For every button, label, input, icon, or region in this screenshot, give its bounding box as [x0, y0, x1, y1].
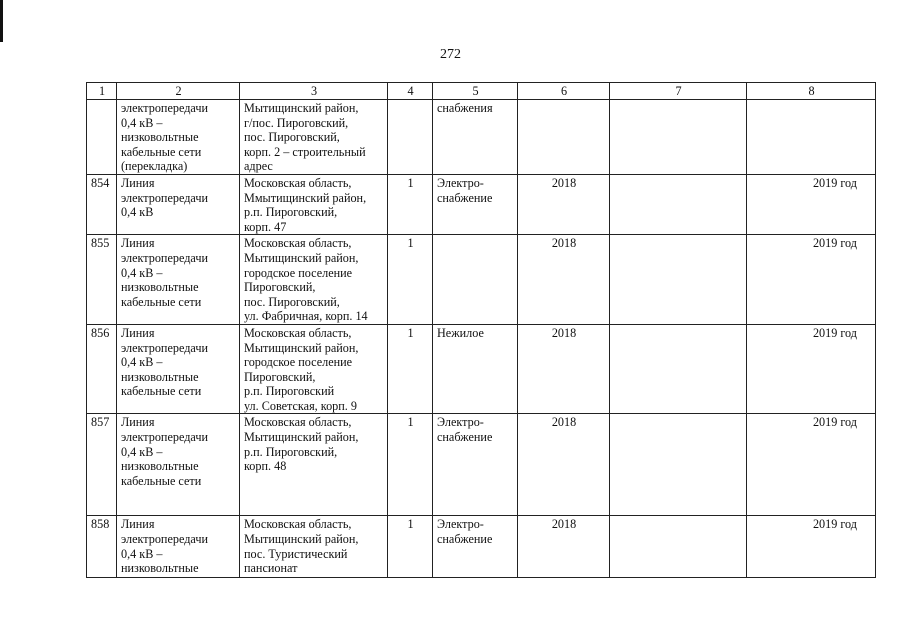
address-cell: Мытищинский район, г/пос. Пироговский, пос. Пироговский, корп. 2 – строительный адрес — [240, 100, 388, 175]
purpose-cell: Электро- снабжение — [433, 414, 518, 516]
term-cell — [747, 100, 876, 175]
table-row — [87, 100, 876, 175]
quantity-cell: 1 — [388, 174, 433, 234]
purpose-cell: Электро- снабжение — [433, 516, 518, 578]
column-header: 4 — [388, 83, 433, 100]
table-row — [87, 414, 876, 516]
row-number-cell — [87, 100, 117, 175]
quantity-cell: 1 — [388, 324, 433, 414]
quantity-cell: 1 — [388, 516, 433, 578]
column-header: 8 — [747, 83, 876, 100]
year-cell: 2018 — [518, 516, 610, 578]
row-number-cell: 858 — [87, 516, 117, 578]
column-7-cell — [610, 100, 747, 175]
table-row — [87, 324, 876, 414]
table-header-row — [87, 83, 876, 100]
row-number-cell: 857 — [87, 414, 117, 516]
column-header: 7 — [610, 83, 747, 100]
column-header: 3 — [240, 83, 388, 100]
column-header: 6 — [518, 83, 610, 100]
year-cell: 2018 — [518, 235, 610, 325]
year-cell: 2018 — [518, 324, 610, 414]
column-7-cell — [610, 414, 747, 516]
quantity-cell: 1 — [388, 235, 433, 325]
object-name-cell: Линия электропередачи 0,4 кВ – низковольтные кабельные сети — [117, 235, 240, 325]
data-table — [86, 82, 876, 578]
row-number-cell: 855 — [87, 235, 117, 325]
purpose-cell: снабжения — [433, 100, 518, 175]
address-cell: Московская область, Ммытищинский район, р.п. Пироговский, корп. 47 — [240, 174, 388, 234]
address-cell: Московская область, Мытищинский район, городское поселение Пироговский, пос. Пироговский, ул. Фабричная, корп. 14 — [240, 235, 388, 325]
page-number: 272 — [440, 47, 461, 62]
address-cell: Московская область, Мытищинский район, городское поселение Пироговский, р.п. Пироговский ул. Советская, корп. 9 — [240, 324, 388, 414]
left-edge-rule — [0, 0, 3, 42]
purpose-cell: Электро- снабжение — [433, 174, 518, 234]
year-cell: 2018 — [518, 414, 610, 516]
quantity-cell: 1 — [388, 414, 433, 516]
purpose-cell — [433, 235, 518, 325]
table-row — [87, 235, 876, 325]
term-cell: 2019 год — [747, 235, 876, 325]
column-7-cell — [610, 174, 747, 234]
row-number-cell: 854 — [87, 174, 117, 234]
term-cell: 2019 год — [747, 414, 876, 516]
purpose-cell: Нежилое — [433, 324, 518, 414]
year-cell — [518, 100, 610, 175]
term-cell: 2019 год — [747, 516, 876, 578]
object-name-cell: Линия электропередачи 0,4 кВ — [117, 174, 240, 234]
quantity-cell — [388, 100, 433, 175]
column-7-cell — [610, 516, 747, 578]
column-7-cell — [610, 324, 747, 414]
row-number-cell: 856 — [87, 324, 117, 414]
term-cell: 2019 год — [747, 174, 876, 234]
column-7-cell — [610, 235, 747, 325]
address-cell: Московская область, Мытищинский район, пос. Туристический пансионат — [240, 516, 388, 578]
address-cell: Московская область, Мытищинский район, р.п. Пироговский, корп. 48 — [240, 414, 388, 516]
term-cell: 2019 год — [747, 324, 876, 414]
table-row — [87, 516, 876, 578]
object-name-cell: Линия электропередачи 0,4 кВ – низковольтные кабельные сети — [117, 414, 240, 516]
table-row — [87, 174, 876, 234]
year-cell: 2018 — [518, 174, 610, 234]
object-name-cell: Линия электропередачи 0,4 кВ – низковольтные — [117, 516, 240, 578]
object-name-cell: Линия электропередачи 0,4 кВ – низковольтные кабельные сети — [117, 324, 240, 414]
column-header: 1 — [87, 83, 117, 100]
object-name-cell: электропередачи 0,4 кВ – низковольтные кабельные сети (перекладка) — [117, 100, 240, 175]
column-header: 2 — [117, 83, 240, 100]
column-header: 5 — [433, 83, 518, 100]
